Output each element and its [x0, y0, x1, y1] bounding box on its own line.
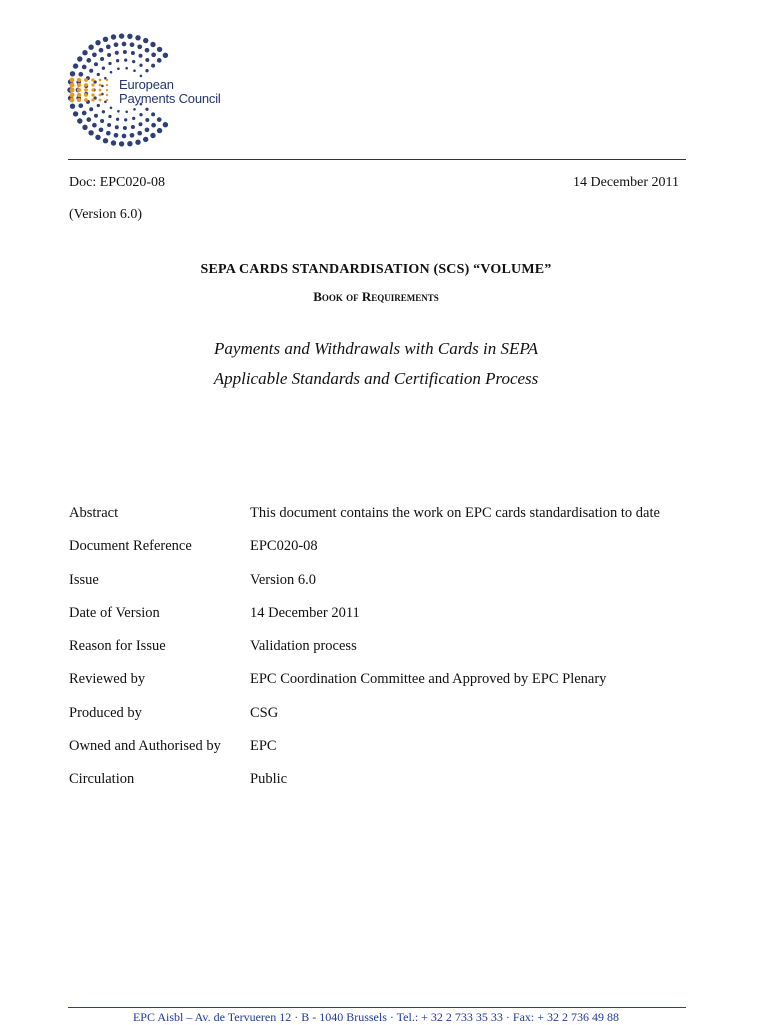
logo-dot — [114, 42, 119, 47]
logo-accent-dot — [84, 83, 88, 87]
logo-dot — [77, 118, 82, 123]
logo-dot — [139, 54, 143, 58]
logo-accent-dot — [99, 79, 102, 82]
logo-dot — [130, 133, 135, 138]
logo-dot — [124, 118, 127, 121]
metadata-row — [69, 771, 709, 804]
footer-address: EPC Aisbl – Av. de Tervueren 12 · B - 1040 Brussels · Tel.: + 32 2 733 35 33 · Fax: + 32 2 736 49 88 — [132, 1010, 620, 1024]
logo-dot — [145, 48, 150, 53]
logo-dot — [110, 71, 113, 74]
logo-dot — [108, 62, 111, 65]
logo-dot — [150, 133, 155, 138]
logo-dot — [106, 131, 111, 136]
metadata-value: EPC020-08 — [250, 538, 318, 555]
logo-accent-dot — [84, 93, 88, 97]
logo-dot — [103, 37, 108, 42]
logo-dot — [137, 44, 142, 49]
logo-accent-dot — [70, 78, 75, 83]
logo-dot — [115, 125, 119, 129]
logo-dot — [89, 107, 93, 111]
logo-dot — [133, 69, 136, 72]
metadata-value: This document contains the work on EPC cards standardisation to date — [250, 505, 660, 521]
logo-dot — [88, 130, 93, 135]
logo-accent-dot — [70, 98, 75, 103]
logo-dot — [135, 35, 140, 40]
logo-dot — [135, 140, 140, 145]
logo-dot — [131, 125, 135, 129]
logo-dot — [151, 64, 155, 68]
logo-accent-dot — [99, 84, 102, 87]
logo-accent-dot — [77, 98, 81, 102]
logo-dot — [94, 114, 98, 118]
logo-accent-dot — [70, 93, 75, 98]
logo-accent-dot — [106, 89, 108, 91]
logo-dot — [145, 69, 148, 72]
logo-dot — [95, 40, 100, 45]
metadata-value: EPC Coordination Committee and Approved by EPC Plenary — [250, 671, 607, 688]
logo-accent-dot — [70, 83, 75, 88]
logo-dot — [131, 51, 135, 55]
logo-dot — [157, 117, 162, 122]
logo-accent-dot — [77, 78, 81, 82]
logo-dot — [100, 57, 104, 61]
logo-dot — [139, 113, 142, 116]
logo-dot — [122, 42, 127, 47]
logo-dot — [151, 112, 155, 116]
logo-dot — [139, 122, 143, 126]
logo-dot — [78, 72, 83, 77]
logo-dot — [137, 131, 142, 136]
logo-dot — [123, 50, 127, 54]
logo-dot — [103, 138, 108, 143]
logo-accent-dot — [106, 79, 108, 81]
logo-dot — [101, 93, 104, 96]
document-date: 14 December 2011 — [573, 175, 679, 190]
metadata-label: Abstract — [69, 505, 119, 521]
footer-divider — [68, 1007, 686, 1008]
logo-dot — [82, 111, 87, 116]
metadata-row — [69, 738, 709, 771]
logo-dot — [130, 42, 135, 47]
logo-dot — [151, 123, 156, 128]
logo-accent-dot — [91, 78, 94, 81]
document-subtitle-book: Book of Requirements — [313, 289, 439, 304]
logo-accent-dot — [84, 88, 88, 92]
logo-dot — [82, 65, 87, 70]
logo-dot — [151, 52, 156, 57]
logo-dot — [124, 58, 127, 61]
metadata-label: Date of Version — [69, 604, 160, 621]
logo-dot — [73, 111, 78, 116]
logo-dot — [111, 34, 116, 39]
logo-dot — [132, 60, 135, 63]
document-subtitle-1: Payments and Withdrawals with Cards in SEPA — [214, 339, 538, 358]
logo-dot — [99, 127, 104, 132]
document-reference: Doc: EPC020-08 — [69, 175, 166, 190]
logo-accent-dot — [106, 99, 108, 101]
metadata-row — [69, 505, 709, 538]
logo-dot — [163, 53, 168, 58]
logo-accent-dot — [77, 83, 81, 87]
document-subtitle-2: Applicable Standards and Certification Process — [213, 369, 539, 388]
metadata-value: 14 December 2011 — [250, 604, 360, 621]
logo-line-1: European — [119, 77, 174, 92]
logo-dot — [157, 47, 162, 52]
logo-accent-dot — [91, 98, 94, 101]
logo-dot — [117, 110, 120, 113]
metadata-value: Validation process — [250, 638, 357, 655]
logo-dot — [145, 127, 150, 132]
logo-accent-dot — [84, 78, 88, 82]
logo-dot — [111, 140, 116, 145]
metadata-value: Public — [250, 771, 288, 788]
logo-wordmark — [119, 78, 221, 106]
logo-dot — [92, 123, 97, 128]
logo-dot — [145, 108, 148, 111]
logo-dot — [114, 133, 119, 138]
metadata-row — [69, 538, 709, 571]
logo-dot — [70, 104, 75, 109]
logo-dot — [145, 118, 149, 122]
metadata-label: Issue — [69, 571, 99, 588]
logo-accent-dot — [91, 83, 94, 86]
logo-dot — [132, 117, 135, 120]
logo-dot — [143, 137, 148, 142]
logo-dot — [102, 110, 105, 113]
logo-dot — [97, 104, 100, 107]
logo-dot — [119, 141, 124, 146]
logo-dot — [143, 38, 148, 43]
logo-dot — [133, 108, 136, 111]
logo-dot — [116, 118, 119, 121]
metadata-label: Owned and Authorised by — [69, 738, 221, 755]
logo-dot — [127, 34, 132, 39]
logo-dot — [157, 58, 162, 63]
metadata-label: Circulation — [69, 771, 135, 788]
logo-dot — [77, 56, 82, 61]
logo-dot — [92, 52, 97, 57]
logo-dot — [102, 67, 105, 70]
logo-accent-dot — [99, 99, 102, 102]
logo-accent-dot — [70, 88, 75, 93]
logo-dot — [145, 58, 149, 62]
logo-dot — [127, 141, 132, 146]
logo-dot — [157, 128, 162, 133]
metadata-value: EPC — [250, 738, 277, 755]
logo-dot — [86, 117, 91, 122]
logo-dot — [116, 59, 119, 62]
header-divider — [68, 159, 686, 160]
logo-dot — [82, 125, 87, 130]
logo-dot — [107, 53, 111, 57]
logo-dot — [89, 69, 93, 73]
logo-accent-dot — [91, 88, 94, 91]
logo-dot — [88, 45, 93, 50]
logo-accent-dot — [77, 88, 81, 92]
logo-dot — [108, 115, 111, 118]
logo-accent-dot — [106, 94, 108, 96]
metadata-row — [69, 671, 709, 704]
logo-dot — [125, 111, 128, 114]
logo-dot — [101, 85, 104, 88]
metadata-label: Reason for Issue — [69, 638, 166, 655]
logo-dot — [123, 126, 127, 130]
logo-dot — [94, 62, 98, 66]
logo-dot — [150, 42, 155, 47]
logo-dot — [117, 67, 120, 70]
logo-line-2: Payments Council — [119, 91, 221, 106]
epc-logo — [66, 28, 266, 152]
metadata-row — [69, 572, 709, 605]
logo-dot — [110, 107, 113, 110]
logo-accent-dot — [91, 93, 94, 96]
metadata-label: Produced by — [69, 704, 142, 721]
logo-dot — [82, 50, 87, 55]
metadata-value: Version 6.0 — [250, 571, 317, 588]
metadata-row — [69, 705, 709, 738]
metadata-table — [69, 505, 709, 805]
logo-dot — [106, 44, 111, 49]
logo-dot — [139, 64, 142, 67]
logo-dot — [78, 103, 83, 108]
logo-dot — [100, 119, 104, 123]
logo-dot — [70, 71, 75, 76]
metadata-row — [69, 605, 709, 638]
metadata-row — [69, 638, 709, 671]
logo-accent-dot — [84, 98, 88, 102]
document-title: SEPA CARDS STANDARDISATION (SCS) “VOLUME” — [200, 262, 552, 277]
logo-dot — [119, 33, 124, 38]
metadata-label: Reviewed by — [69, 671, 146, 688]
metadata-value: CSG — [250, 704, 279, 721]
logo-accent-dot — [99, 94, 102, 97]
logo-accent-dot — [77, 93, 81, 97]
logo-dot — [107, 123, 111, 127]
logo-dot — [99, 48, 104, 53]
document-version: (Version 6.0) — [69, 207, 143, 222]
logo-dot — [115, 51, 119, 55]
logo-accent-dot — [106, 84, 108, 86]
metadata-label: Document Reference — [69, 538, 192, 555]
logo-dot — [95, 135, 100, 140]
logo-dot — [97, 73, 100, 76]
logo-accent-dot — [99, 89, 102, 92]
logo-dot — [86, 58, 91, 63]
logo-dot — [163, 122, 168, 127]
logo-dot — [122, 134, 127, 139]
logo-dot — [125, 67, 128, 70]
logo-dot — [73, 63, 78, 68]
